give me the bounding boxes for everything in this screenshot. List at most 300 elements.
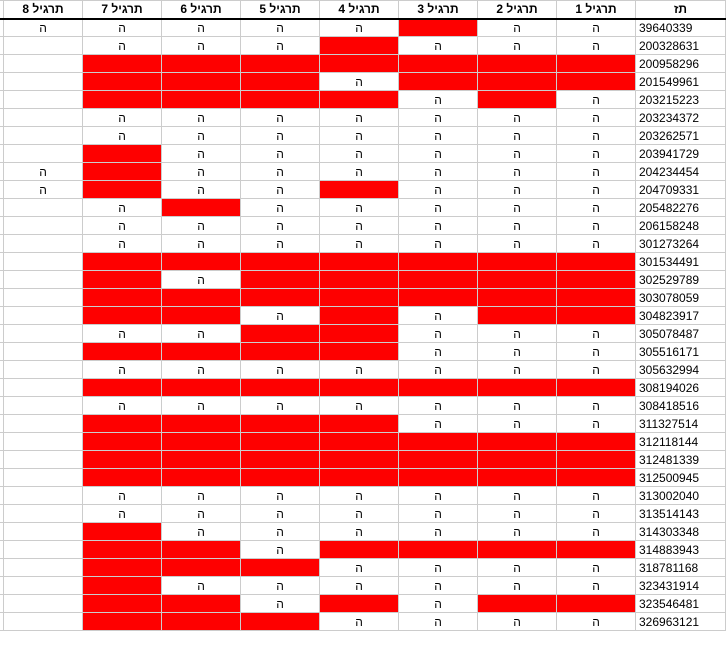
grade-cell-ex4: ה — [320, 127, 399, 145]
table-row — [0, 73, 726, 91]
grade-cell-ex4: ה — [320, 109, 399, 127]
grade-cell-ex4: ה — [320, 217, 399, 235]
grade-cell-ex6 — [162, 559, 241, 577]
grade-cell-ex3: ה — [399, 235, 478, 253]
grade-cell-ex1: ה — [557, 505, 636, 523]
grade-cell-ex9 — [0, 343, 4, 361]
grade-cell-ex9 — [0, 379, 4, 397]
table-row — [0, 343, 726, 361]
grade-cell-ex5: ה — [241, 397, 320, 415]
grade-cell-ex5 — [241, 343, 320, 361]
grade-cell-ex8 — [4, 91, 83, 109]
student-id-cell: 313514143 — [636, 505, 726, 523]
grade-cell-ex1: ה — [557, 415, 636, 433]
grade-cell-ex8 — [4, 145, 83, 163]
grade-cell-ex4: ה — [320, 163, 399, 181]
grade-cell-ex8 — [4, 289, 83, 307]
student-id-cell: 305078487 — [636, 325, 726, 343]
grade-cell-ex9 — [0, 109, 4, 127]
grade-cell-ex7 — [83, 379, 162, 397]
grade-cell-ex9 — [0, 613, 4, 631]
table-row — [0, 19, 726, 37]
grade-cell-ex6 — [162, 343, 241, 361]
grade-cell-ex3 — [399, 73, 478, 91]
grade-cell-ex8: ה — [4, 181, 83, 199]
grade-cell-ex7 — [83, 253, 162, 271]
student-id-cell: 304823917 — [636, 307, 726, 325]
grade-cell-ex2: ה — [478, 217, 557, 235]
grade-cell-ex2: ה — [478, 487, 557, 505]
student-id-cell: 39640339 — [636, 19, 726, 37]
grade-cell-ex2: ה — [478, 343, 557, 361]
table-row — [0, 289, 726, 307]
grade-cell-ex6: ה — [162, 325, 241, 343]
student-id-cell: 305632994 — [636, 361, 726, 379]
grade-cell-ex5: ה — [241, 361, 320, 379]
grade-cell-ex8 — [4, 325, 83, 343]
grade-cell-ex9 — [0, 55, 4, 73]
grade-cell-ex1: ה — [557, 127, 636, 145]
student-id-cell: 206158248 — [636, 217, 726, 235]
grade-cell-ex8 — [4, 217, 83, 235]
grade-cell-ex9 — [0, 433, 4, 451]
grade-cell-ex9 — [0, 37, 4, 55]
grade-cell-ex5 — [241, 469, 320, 487]
grade-cell-ex1: ה — [557, 613, 636, 631]
grade-cell-ex9 — [0, 73, 4, 91]
student-id-cell: 312481339 — [636, 451, 726, 469]
grade-cell-ex2: ה — [478, 505, 557, 523]
student-id-cell: 313002040 — [636, 487, 726, 505]
grade-cell-ex9 — [0, 325, 4, 343]
grade-cell-ex9 — [0, 163, 4, 181]
grade-cell-ex6: ה — [162, 397, 241, 415]
grade-cell-ex5 — [241, 379, 320, 397]
grade-cell-ex7: ה — [83, 127, 162, 145]
grade-cell-ex3 — [399, 451, 478, 469]
grade-cell-ex5: ה — [241, 235, 320, 253]
grade-cell-ex7 — [83, 541, 162, 559]
grade-cell-ex7 — [83, 343, 162, 361]
grade-cell-ex1: ה — [557, 361, 636, 379]
grade-cell-ex7 — [83, 595, 162, 613]
column-header-ex6: תרגיל 6 — [162, 1, 241, 19]
grade-cell-ex3: ה — [399, 199, 478, 217]
grade-cell-ex5 — [241, 91, 320, 109]
grade-cell-ex4 — [320, 343, 399, 361]
grade-cell-ex7 — [83, 559, 162, 577]
grade-cell-ex1: ה — [557, 181, 636, 199]
grade-cell-ex2: ה — [478, 181, 557, 199]
grade-cell-ex5: ה — [241, 127, 320, 145]
grade-cell-ex2 — [478, 55, 557, 73]
grade-cell-ex4: ה — [320, 613, 399, 631]
grade-cell-ex5: ה — [241, 505, 320, 523]
grade-cell-ex8 — [4, 271, 83, 289]
grade-cell-ex6 — [162, 415, 241, 433]
grade-cell-ex9 — [0, 199, 4, 217]
grade-cell-ex1: ה — [557, 235, 636, 253]
grade-cell-ex8 — [4, 379, 83, 397]
grade-cell-ex7 — [83, 73, 162, 91]
grade-cell-ex3: ה — [399, 613, 478, 631]
grade-cell-ex4: ה — [320, 523, 399, 541]
grade-cell-ex1: ה — [557, 199, 636, 217]
grade-cell-ex8 — [4, 55, 83, 73]
grade-cell-ex7 — [83, 289, 162, 307]
grade-cell-ex7: ה — [83, 37, 162, 55]
grade-cell-ex9 — [0, 145, 4, 163]
grade-cell-ex6 — [162, 433, 241, 451]
grade-cell-ex7 — [83, 415, 162, 433]
grade-cell-ex1: ה — [557, 19, 636, 37]
grade-cell-ex4 — [320, 541, 399, 559]
grade-cell-ex7: ה — [83, 19, 162, 37]
table-row — [0, 361, 726, 379]
grade-cell-ex2 — [478, 73, 557, 91]
grade-cell-ex3: ה — [399, 91, 478, 109]
grade-cell-ex4: ה — [320, 397, 399, 415]
grade-cell-ex8 — [4, 37, 83, 55]
grade-cell-ex1 — [557, 469, 636, 487]
grade-cell-ex5: ה — [241, 577, 320, 595]
grade-cell-ex4: ה — [320, 487, 399, 505]
grade-cell-ex5: ה — [241, 109, 320, 127]
grade-cell-ex4 — [320, 451, 399, 469]
grade-cell-ex4 — [320, 433, 399, 451]
grade-cell-ex1 — [557, 289, 636, 307]
column-header-id: תז — [636, 1, 726, 19]
grade-cell-ex4 — [320, 271, 399, 289]
table-row — [0, 325, 726, 343]
table-row — [0, 577, 726, 595]
column-header-ex9 — [0, 1, 4, 19]
table-row — [0, 217, 726, 235]
grade-cell-ex1 — [557, 451, 636, 469]
student-id-cell: 308194026 — [636, 379, 726, 397]
grade-cell-ex7 — [83, 91, 162, 109]
grade-cell-ex5 — [241, 613, 320, 631]
grade-cell-ex8 — [4, 469, 83, 487]
table-row — [0, 469, 726, 487]
grade-cell-ex1 — [557, 73, 636, 91]
grade-cell-ex9 — [0, 397, 4, 415]
grade-cell-ex6 — [162, 73, 241, 91]
table-row — [0, 235, 726, 253]
grade-cell-ex2 — [478, 253, 557, 271]
grade-cell-ex4 — [320, 91, 399, 109]
student-id-cell: 312500945 — [636, 469, 726, 487]
grade-cell-ex9 — [0, 523, 4, 541]
grade-cell-ex2: ה — [478, 523, 557, 541]
student-id-cell: 308418516 — [636, 397, 726, 415]
grade-cell-ex6 — [162, 91, 241, 109]
grade-cell-ex6: ה — [162, 109, 241, 127]
grade-cell-ex1: ה — [557, 163, 636, 181]
grade-cell-ex2: ה — [478, 559, 557, 577]
grade-cell-ex1 — [557, 271, 636, 289]
grade-cell-ex3 — [399, 55, 478, 73]
student-id-cell: 301534491 — [636, 253, 726, 271]
grade-cell-ex5: ה — [241, 145, 320, 163]
grade-cell-ex7 — [83, 163, 162, 181]
grade-cell-ex4: ה — [320, 361, 399, 379]
student-id-cell: 200958296 — [636, 55, 726, 73]
grade-cell-ex3 — [399, 289, 478, 307]
table-row — [0, 55, 726, 73]
grade-cell-ex3: ה — [399, 145, 478, 163]
grade-cell-ex5: ה — [241, 217, 320, 235]
grade-cell-ex4 — [320, 253, 399, 271]
grade-cell-ex4: ה — [320, 235, 399, 253]
grade-cell-ex3 — [399, 433, 478, 451]
grade-cell-ex2 — [478, 469, 557, 487]
grade-cell-ex7 — [83, 433, 162, 451]
grade-cell-ex8 — [4, 73, 83, 91]
grade-cell-ex2 — [478, 307, 557, 325]
table-row — [0, 595, 726, 613]
grade-cell-ex5: ה — [241, 37, 320, 55]
grade-cell-ex5: ה — [241, 541, 320, 559]
student-id-cell: 312118144 — [636, 433, 726, 451]
grade-cell-ex9 — [0, 415, 4, 433]
table-row — [0, 271, 726, 289]
grade-cell-ex1: ה — [557, 91, 636, 109]
grade-cell-ex1: ה — [557, 523, 636, 541]
grade-cell-ex9 — [0, 253, 4, 271]
grade-cell-ex2 — [478, 379, 557, 397]
grade-cell-ex7 — [83, 469, 162, 487]
grade-cell-ex4: ה — [320, 145, 399, 163]
grade-cell-ex7 — [83, 307, 162, 325]
table-row — [0, 181, 726, 199]
table-header — [0, 1, 726, 19]
grade-cell-ex5 — [241, 271, 320, 289]
grade-cell-ex1: ה — [557, 487, 636, 505]
grade-cell-ex2: ה — [478, 325, 557, 343]
grade-cell-ex1: ה — [557, 325, 636, 343]
grade-cell-ex3 — [399, 19, 478, 37]
student-id-cell: 301273264 — [636, 235, 726, 253]
grade-cell-ex9 — [0, 487, 4, 505]
grade-cell-ex9 — [0, 289, 4, 307]
grade-cell-ex9 — [0, 181, 4, 199]
table-row — [0, 199, 726, 217]
grade-cell-ex9 — [0, 271, 4, 289]
column-header-ex5: תרגיל 5 — [241, 1, 320, 19]
grade-cell-ex2: ה — [478, 397, 557, 415]
grade-cell-ex7: ה — [83, 487, 162, 505]
grade-cell-ex6 — [162, 199, 241, 217]
grade-cell-ex3: ה — [399, 163, 478, 181]
grade-cell-ex7 — [83, 145, 162, 163]
grade-cell-ex5 — [241, 559, 320, 577]
table-row — [0, 127, 726, 145]
grade-cell-ex1 — [557, 55, 636, 73]
column-header-ex7: תרגיל 7 — [83, 1, 162, 19]
grade-cell-ex8 — [4, 523, 83, 541]
student-id-cell: 323431914 — [636, 577, 726, 595]
grade-cell-ex5: ה — [241, 595, 320, 613]
grade-cell-ex4 — [320, 595, 399, 613]
grade-cell-ex3: ה — [399, 487, 478, 505]
grade-cell-ex3 — [399, 271, 478, 289]
grade-cell-ex2: ה — [478, 163, 557, 181]
student-id-cell: 305516171 — [636, 343, 726, 361]
grade-cell-ex8: ה — [4, 163, 83, 181]
grade-cell-ex3: ה — [399, 397, 478, 415]
grade-cell-ex5 — [241, 451, 320, 469]
grade-cell-ex5: ה — [241, 19, 320, 37]
grade-cell-ex6: ה — [162, 361, 241, 379]
table-row — [0, 613, 726, 631]
grade-cell-ex9 — [0, 577, 4, 595]
grade-cell-ex8 — [4, 541, 83, 559]
grade-cell-ex8 — [4, 595, 83, 613]
student-id-cell: 203941729 — [636, 145, 726, 163]
grade-cell-ex1: ה — [557, 37, 636, 55]
grade-cell-ex9 — [0, 235, 4, 253]
grade-cell-ex8 — [4, 415, 83, 433]
grade-cell-ex4 — [320, 415, 399, 433]
grade-cell-ex6: ה — [162, 505, 241, 523]
grade-cell-ex1: ה — [557, 343, 636, 361]
student-id-cell: 205482276 — [636, 199, 726, 217]
grade-cell-ex5 — [241, 253, 320, 271]
grade-cell-ex2 — [478, 271, 557, 289]
table-row — [0, 559, 726, 577]
student-id-cell: 318781168 — [636, 559, 726, 577]
student-id-cell: 200328631 — [636, 37, 726, 55]
grade-cell-ex8 — [4, 343, 83, 361]
grade-cell-ex5: ה — [241, 487, 320, 505]
grade-cell-ex6 — [162, 541, 241, 559]
grade-cell-ex2: ה — [478, 613, 557, 631]
grade-cell-ex4: ה — [320, 19, 399, 37]
grade-cell-ex2: ה — [478, 109, 557, 127]
grade-cell-ex7: ה — [83, 325, 162, 343]
column-header-ex2: תרגיל 2 — [478, 1, 557, 19]
grade-cell-ex6: ה — [162, 181, 241, 199]
grade-cell-ex4 — [320, 325, 399, 343]
grade-cell-ex2 — [478, 433, 557, 451]
grade-cell-ex1 — [557, 541, 636, 559]
table-row — [0, 379, 726, 397]
student-id-cell: 323546481 — [636, 595, 726, 613]
student-id-cell: 302529789 — [636, 271, 726, 289]
grade-cell-ex3: ה — [399, 415, 478, 433]
grade-cell-ex8 — [4, 235, 83, 253]
grade-cell-ex2 — [478, 91, 557, 109]
grade-cell-ex3: ה — [399, 559, 478, 577]
grade-cell-ex1: ה — [557, 559, 636, 577]
grade-cell-ex2: ה — [478, 361, 557, 379]
grade-cell-ex2 — [478, 289, 557, 307]
grade-cell-ex7 — [83, 523, 162, 541]
grade-cell-ex2 — [478, 541, 557, 559]
grade-cell-ex6: ה — [162, 577, 241, 595]
grade-cell-ex6 — [162, 451, 241, 469]
student-id-cell: 204709331 — [636, 181, 726, 199]
grade-cell-ex2 — [478, 595, 557, 613]
grade-cell-ex2: ה — [478, 127, 557, 145]
grade-cell-ex4: ה — [320, 199, 399, 217]
grade-cell-ex9 — [0, 559, 4, 577]
grade-cell-ex8 — [4, 307, 83, 325]
grade-cell-ex7 — [83, 55, 162, 73]
grade-cell-ex8 — [4, 109, 83, 127]
grade-cell-ex6: ה — [162, 235, 241, 253]
grade-cell-ex6: ה — [162, 19, 241, 37]
grade-cell-ex8 — [4, 361, 83, 379]
grade-cell-ex6: ה — [162, 217, 241, 235]
grade-cell-ex6 — [162, 613, 241, 631]
grade-cell-ex3: ה — [399, 307, 478, 325]
grade-cell-ex9 — [0, 361, 4, 379]
grade-cell-ex4: ה — [320, 73, 399, 91]
grade-cell-ex4: ה — [320, 505, 399, 523]
grade-cell-ex9 — [0, 451, 4, 469]
grade-cell-ex6 — [162, 379, 241, 397]
student-id-cell: 314883943 — [636, 541, 726, 559]
grade-cell-ex6 — [162, 307, 241, 325]
grade-cell-ex7 — [83, 181, 162, 199]
grade-cell-ex5 — [241, 289, 320, 307]
column-header-ex8: תרגיל 8 — [4, 1, 83, 19]
grade-cell-ex2: ה — [478, 37, 557, 55]
grade-cell-ex8 — [4, 199, 83, 217]
grade-cell-ex4 — [320, 55, 399, 73]
student-id-cell: 203215223 — [636, 91, 726, 109]
grade-cell-ex8 — [4, 487, 83, 505]
grade-cell-ex1 — [557, 379, 636, 397]
table-row — [0, 487, 726, 505]
grade-cell-ex3: ה — [399, 361, 478, 379]
student-id-cell: 311327514 — [636, 415, 726, 433]
grade-cell-ex3 — [399, 541, 478, 559]
table-row — [0, 163, 726, 181]
grade-cell-ex1: ה — [557, 145, 636, 163]
grade-cell-ex8 — [4, 505, 83, 523]
column-header-ex4: תרגיל 4 — [320, 1, 399, 19]
grade-cell-ex7: ה — [83, 505, 162, 523]
grade-cell-ex5: ה — [241, 199, 320, 217]
grade-cell-ex2 — [478, 451, 557, 469]
grade-cell-ex7 — [83, 613, 162, 631]
grade-cell-ex4: ה — [320, 559, 399, 577]
grade-cell-ex2: ה — [478, 199, 557, 217]
grade-cell-ex9 — [0, 91, 4, 109]
student-id-cell: 204234454 — [636, 163, 726, 181]
grade-cell-ex3: ה — [399, 217, 478, 235]
grade-cell-ex8 — [4, 127, 83, 145]
grade-cell-ex3: ה — [399, 325, 478, 343]
grade-cell-ex8 — [4, 559, 83, 577]
grade-cell-ex1: ה — [557, 109, 636, 127]
student-id-cell: 314303348 — [636, 523, 726, 541]
table-row — [0, 109, 726, 127]
grade-cell-ex3 — [399, 469, 478, 487]
column-header-ex1: תרגיל 1 — [557, 1, 636, 19]
grade-cell-ex3: ה — [399, 505, 478, 523]
grade-cell-ex5 — [241, 325, 320, 343]
grade-cell-ex6 — [162, 55, 241, 73]
grade-cell-ex5 — [241, 73, 320, 91]
grade-cell-ex3: ה — [399, 577, 478, 595]
grade-cell-ex3: ה — [399, 37, 478, 55]
grade-cell-ex9 — [0, 19, 4, 37]
grade-cell-ex4 — [320, 379, 399, 397]
